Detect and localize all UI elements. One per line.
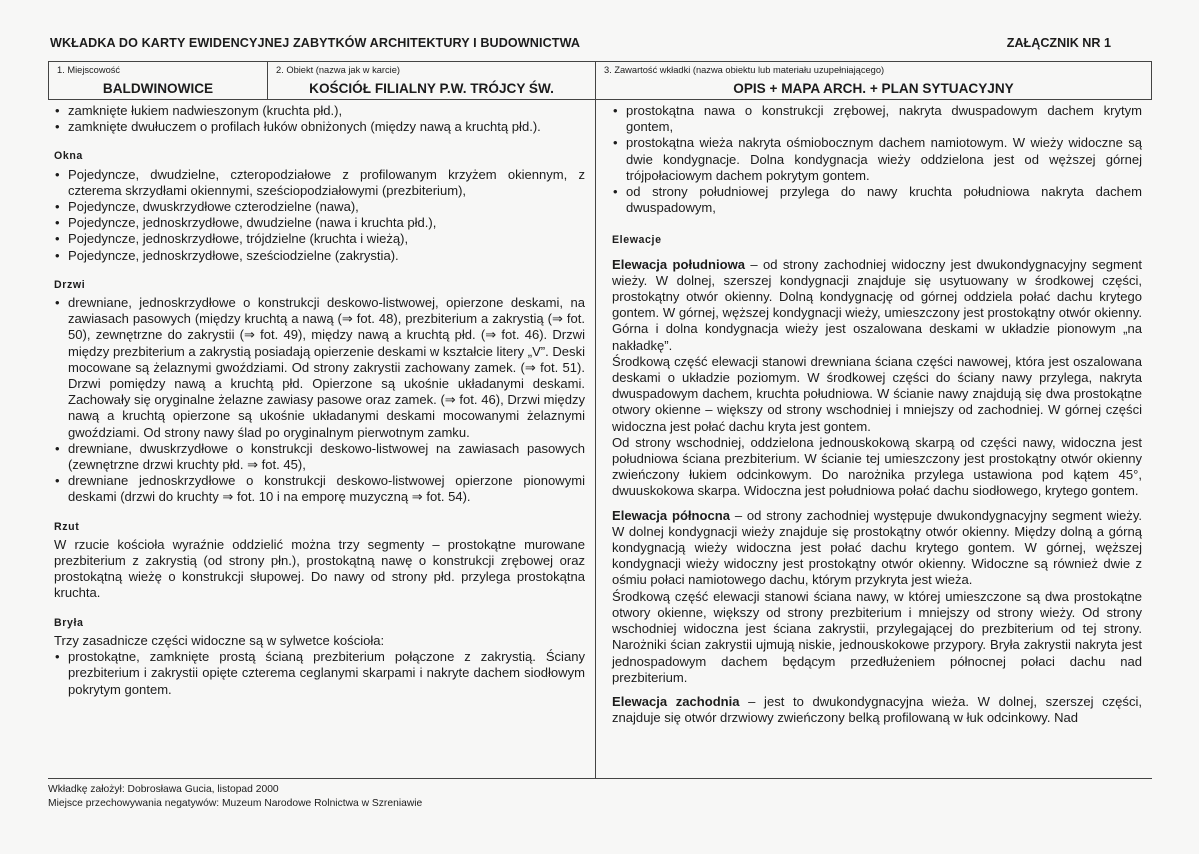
elevation-west-title: Elewacja zachodnia	[612, 693, 740, 709]
list-item: • zamknięte łukiem nadwieszonym (kruchta płd.),	[54, 103, 585, 119]
okna-list	[54, 167, 585, 264]
bryla-intro: Trzy zasadnicze części widoczne są w sylwetce kościoła:	[54, 632, 385, 648]
footer-negatives: Miejsce przechowywania negatywów: Muzeum Narodowe Rolnictwa w Szreniawie	[48, 797, 423, 809]
list-item: • prostokątne, zamknięte prostą ścianą prezbiterium połączone z zakrystią. Ściany prezbiterium i zakrystii opięte czterema ceglanymi skarpami i nakryte dachem siodłowym pokrytym gontem.	[54, 649, 585, 698]
list-item: • drewniane, dwuskrzydłowe o konstrukcji deskowo-listwowej na zawiasach pasowych (zewnętrzne drzwi kruchty płd. ⇒ fot. 45),	[54, 441, 585, 473]
list-item: • Pojedyncze, jednoskrzydłowe, trójdzielne (kruchta i wieżą),	[54, 231, 585, 247]
paragraph: Od strony wschodniej, oddzielona jednouskokową skarpą od części nawy, widoczna jest południowa ściana prezbiterium. W ścianie tej umieszczony jest prostokątny otwór okienny zwieńczony łukiem odcinkowym. Do narożnika przylega ustawiona pod kątem 45°, dwuuskokowa skarpa. Widoczna jest południowa połać dachu siodłowego, krytego gontem.	[612, 434, 1142, 499]
page-title: WKŁADKA DO KARTY EWIDENCYJNEJ ZABYTKÓW ARCHITEKTURY I BUDOWNICTWA	[50, 36, 581, 50]
paragraph: Środkową część elewacji stanowi drewniana ściana części nawowej, która jest oszalowana deskami o układzie poziomym. W środkowej części do ściany nawy przylega, nakryta dwuspadowym dachem, kruchta południowa. W ścianie nawy znajdują się dwa prostokątne otwory okienne – większy od strony wschodniej i mniejszy od zachodniej. W górnej części widoczna jest połać dachu kryta jest gontem.	[612, 353, 1142, 434]
footer-author: Wkładkę założył: Dobrosława Gucia, listopad 2000	[48, 784, 279, 795]
list-item: • drewniane jednoskrzydłowe o konstrukcji deskowo-listwowej opierzone pionowymi deskami (drzwi do kruchty ⇒ fot. 10 i na emporę muzyczną ⇒ fot. 54).	[54, 473, 585, 505]
section-heading-okna: Okna	[54, 150, 83, 163]
list-item: • Pojedyncze, dwudzielne, czteropodziałowe z profilowanym krzyżem okiennym, z czterema skrzydłami okiennymi, sześciopodziałowymi (prezbiterium),	[54, 167, 585, 199]
column-divider	[595, 99, 596, 779]
object-field	[268, 62, 596, 99]
elevation-south	[612, 257, 1142, 354]
list-item: • Pojedyncze, jednoskrzydłowe, dwudzielne (nawa i kruchta płd.),	[54, 215, 585, 231]
object-label: 2. Obiekt (nazwa jak w karcie)	[276, 65, 401, 75]
section-heading-rzut: Rzut	[54, 520, 80, 533]
place-label: 1. Miejscowość	[57, 65, 121, 75]
drzwi-list	[54, 295, 585, 506]
header-fields-table	[48, 61, 1152, 100]
elevation-west-text: – jest to dwukondygnacyjna wieża. W dolnej, szerszej części, znajduje się otwór drzwiowy zwieńczony belką profilowaną w łuk odcinkowy. Nad	[612, 693, 1142, 726]
right-column	[612, 103, 1142, 726]
footer-divider	[48, 778, 1152, 779]
page-header	[50, 36, 1111, 56]
section-heading-drzwi: Drzwi	[54, 278, 86, 291]
bryla-continued-list	[612, 103, 1142, 216]
contents-label: 3. Zawartość wkładki (nazwa obiektu lub materiału uzupełniającego)	[604, 65, 885, 75]
intro-list	[54, 103, 585, 135]
bryla-list	[54, 649, 585, 698]
list-item: • Pojedyncze, dwuskrzydłowe czterodzielne (nawa),	[54, 199, 585, 215]
list-item: • drewniane, jednoskrzydłowe o konstrukcji deskowo-listwowej, opierzone deskami, na zawiasach pasowych (między kruchtą a nawą (⇒ fot. 48), prezbiterium a zakrystią (⇒ fot. 50), zewnętrzne do zakrystii (⇒ fot. 49), między nawą a kruchtą płd. (⇒ fot. 46). Drzwi między prezbiterium a zakrystią posiadają opierzenie deskami w kształcie litery „V”. Deski mocowane są żelaznymi gwoździami. Od strony zakrystii zachowany zamek. (⇒ fot. 51). Drzwi pomiędzy nawą a kruchtą płd. Opierzone są ukośnie układanymi deskami. Zachowały się oryginalne żelazne zawiasy pasowe oraz zamek. (⇒ fot. 46), Drzwi między nawą a kruchtą opierzone są ukośnie układanymi deskami mocowanymi żelaznymi gwoździami. Od strony nawy ślad po oryginalnym pierwotnym zamku.	[54, 295, 585, 441]
object-value: KOŚCIÓŁ FILIALNY P.W. TRÓJCY ŚW.	[309, 81, 554, 96]
list-item: • prostokątna nawa o konstrukcji zrębowej, nakryta dwuspadowym dachem krytym gontem,	[612, 103, 1142, 135]
place-field	[49, 62, 268, 99]
list-item: • prostokątna wieża nakryta ośmiobocznym dachem namiotowym. W wieży widoczne są dwie kondygnacje. Dolna kondygnacja wieży oddzielona jest od węższej górnej trójpołaciowym dachem pokrytym gontem.	[612, 135, 1142, 184]
contents-field	[596, 62, 1151, 99]
elevation-north-text: – od strony zachodniej występuje dwukondygnacyjny segment wieży. W dolnej kondygnacji wieży znajduje się prostokątny otwór okienny. Między dolną a górną kondygnacją wieży widoczna jest połać dachu krytego gontem. W górnej, węższej kondygnacji wieży widoczny jest prostokątny otwór okienny. Widoczne są również dwie z ośmiu połaci namiotowego dachu, którym przykryta jest wieża.	[612, 507, 1143, 588]
list-item: • od strony południowej przylega do nawy kruchta południowa nakryta dachem dwuspadowym,	[612, 184, 1142, 216]
elevation-south-text: – od strony zachodniej widoczny jest dwukondygnacyjny segment wieży. W dolnej, szerszej kondygnacji znajduje się usytuowany w środkowej części, prostokątny otwór okienny. Dolną kondygnację od górnej oddziela połać dachu krytego gontem. W górnej, węższej kondygnacji wieży, umieszczony jest prostokątny otwór okienny. Górna i dolna kondygnacja wieży jest oszalowana deskami w układzie pionowym „na nakładkę”.	[612, 256, 1142, 353]
rzut-text: W rzucie kościoła wyraźnie oddzielić można trzy segmenty – prostokątne murowane prezbiterium z zakrystią (od strony płn.), prostokątną nawę o konstrukcji zrębowej oraz prostokątną wieżę o konstrukcji słupowej. Do nawy od strony płd. przylega prostokątna kruchta.	[54, 536, 585, 601]
contents-value: OPIS + MAPA ARCH. + PLAN SYTUACYJNY	[733, 81, 1014, 96]
paragraph: Środkową część elewacji stanowi ściana nawy, w której umieszczone są dwa prostokątne otwory okienne, większy od strony prezbiterium i mniejszy od strony wieży. Od strony wschodniej widoczna jest ściana zakrystii, przylegającej do prezbiterium od tej strony. Narożniki ścian zakrystii ujmują niskie, jednouskokowe przypory. Bryła zakrystii nakryta jest jednospadowym dachem będącym przedłużeniem północnej połaci dachu nad prezbiterium.	[612, 588, 1142, 685]
list-item: • Pojedyncze, jednoskrzydłowe, sześciodzielne (zakrystia).	[54, 248, 585, 264]
left-column	[54, 103, 585, 698]
elevation-south-title: Elewacja południowa	[612, 256, 745, 272]
section-heading-bryla: Bryła	[54, 616, 84, 629]
annex-label: ZAŁĄCZNIK NR 1	[1006, 36, 1111, 50]
elevation-west	[612, 694, 1142, 726]
list-item: • zamknięte dwułuczem o profilach łuków obniżonych (między nawą a kruchtą płd.).	[54, 119, 585, 135]
place-value: BALDWINOWICE	[102, 81, 214, 96]
elevation-north	[612, 508, 1142, 589]
elevation-north-title: Elewacja północna	[612, 507, 730, 523]
footer	[48, 783, 422, 810]
section-heading-elewacje: Elewacje	[612, 234, 662, 247]
